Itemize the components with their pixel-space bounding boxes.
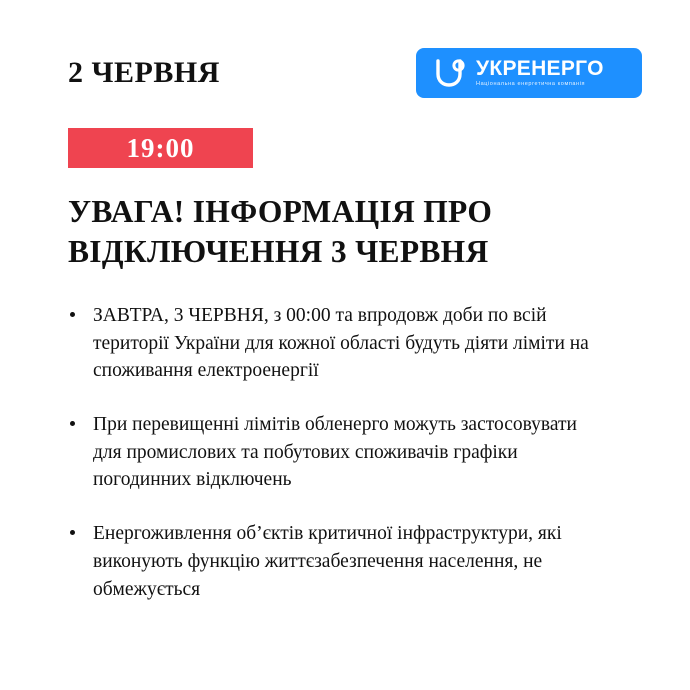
time-badge — [68, 128, 253, 168]
logo-text-wrap — [476, 58, 604, 88]
list-item — [68, 302, 608, 385]
list-item-text: ЗАВТРА, 3 ЧЕРВНЯ, з 00:00 та впродовж доби по всій території України для кожної області будуть діяти ліміти на споживання електроенергії — [93, 305, 589, 382]
ukrenergo-logo — [416, 48, 642, 98]
bullet-dot-icon — [70, 312, 75, 317]
bullet-dot-icon — [70, 421, 75, 426]
date-title: 2 ЧЕРВНЯ — [68, 56, 220, 89]
time-badge-label: 19:00 — [126, 132, 195, 163]
bullet-dot-icon — [70, 530, 75, 535]
headline: УВАГА! ІНФОРМАЦІЯ ПРО ВІДКЛЮЧЕННЯ 3 ЧЕРВНЯ — [68, 194, 493, 270]
poster-header — [68, 48, 642, 108]
logo-name: УКРЕНЕРГО — [476, 57, 604, 81]
bullet-list — [68, 302, 608, 603]
list-item-text: При перевищенні лімітів обленерго можуть застосовувати для промислових та побутових споживачів графіки погодинних відключень — [93, 414, 577, 491]
list-item-text: Енергоживлення об’єктів критичної інфраструктури, які виконують функцію життєзабезпечення населення, не обмежується — [93, 523, 562, 600]
list-item — [68, 520, 608, 603]
list-item — [68, 411, 608, 494]
logo-subtitle: Національна енергетична компанія — [476, 81, 586, 88]
ukrenergo-logo-mark — [432, 57, 466, 89]
